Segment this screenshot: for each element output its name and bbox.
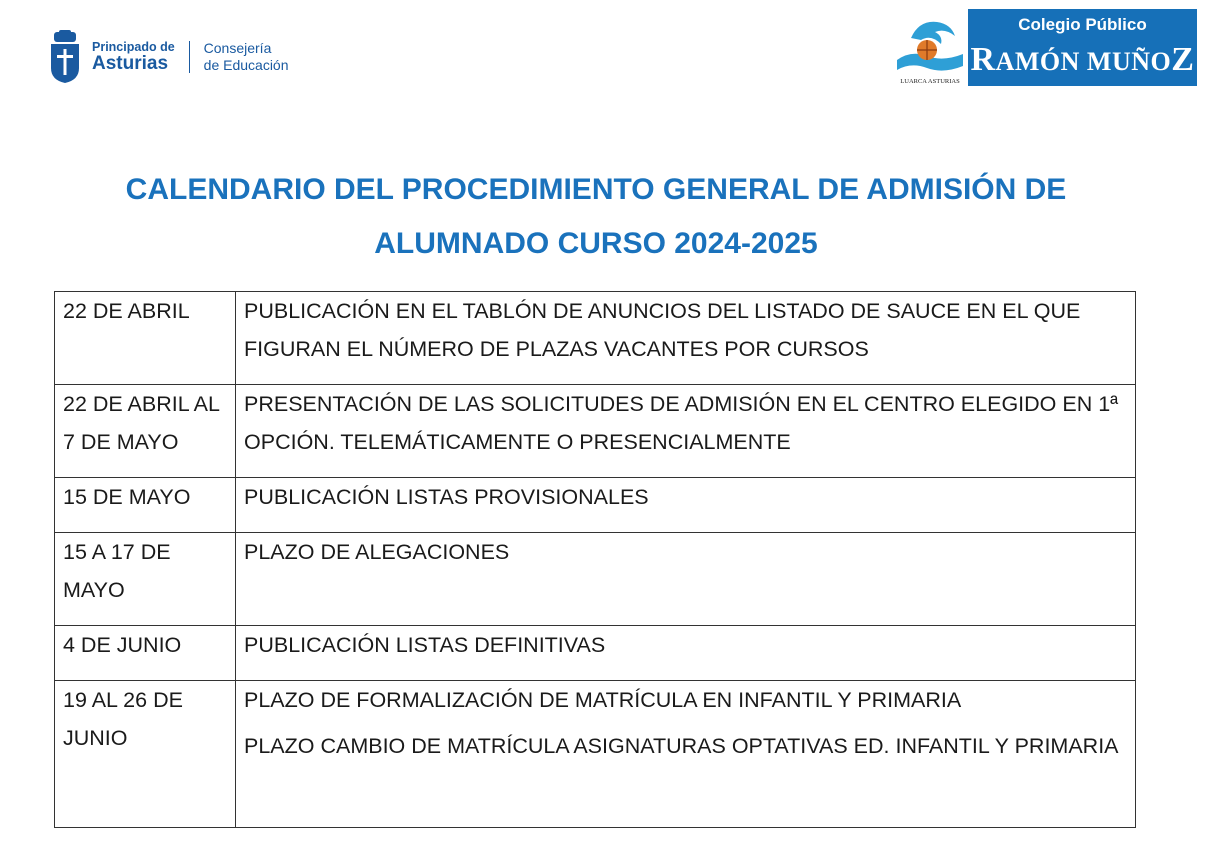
admission-calendar-table: [54, 291, 1136, 828]
table-row: [55, 533, 1136, 626]
gov-line1: Principado de: [92, 39, 175, 54]
description-cell: PRESENTACIÓN DE LAS SOLICITUDES DE ADMISIÓN EN EL CENTRO ELEGIDO EN 1ª OPCIÓN. TELEMÁTICAMENTE O PRESENCIALMENTE: [236, 385, 1136, 478]
asturias-crest-icon: [48, 30, 82, 84]
description-cell: PUBLICACIÓN LISTAS DEFINITIVAS: [236, 626, 1136, 681]
emblem-caption: LUARCA ASTURIAS: [900, 78, 960, 85]
gov-line2: Asturias: [92, 53, 169, 75]
title-line1: CALENDARIO DEL PROCEDIMIENTO GENERAL DE ADMISIÓN DE: [125, 173, 1067, 206]
school-line2: RAMÓN MUÑOZ: [970, 41, 1195, 78]
asturias-logo: [48, 30, 289, 84]
description-cell: [236, 681, 1136, 828]
school-emblem-icon: [891, 16, 969, 86]
date-cell: 22 DE ABRIL AL 7 DE MAYO: [55, 385, 236, 478]
table-row: [55, 681, 1136, 828]
date-cell: 15 DE MAYO: [55, 478, 236, 533]
school-name-box: [968, 9, 1197, 86]
table-row: [55, 478, 1136, 533]
consejeria-line1: Consejería: [203, 40, 272, 56]
description-cell: PLAZO DE ALEGACIONES: [236, 533, 1136, 626]
table-row: [55, 385, 1136, 478]
page-title: [54, 163, 1138, 271]
logo-divider: [189, 41, 190, 73]
school-line1: Colegio Público: [1018, 15, 1147, 34]
date-cell: 4 DE JUNIO: [55, 626, 236, 681]
date-cell: 22 DE ABRIL: [55, 292, 236, 385]
description-cell: PUBLICACIÓN LISTAS PROVISIONALES: [236, 478, 1136, 533]
description-paragraph: PLAZO CAMBIO DE MATRÍCULA ASIGNATURAS OPTATIVAS ED. INFANTIL Y PRIMARIA: [244, 734, 1119, 758]
consejeria-line2: de Educación: [203, 57, 289, 73]
description-paragraph: PLAZO DE FORMALIZACIÓN DE MATRÍCULA EN INFANTIL Y PRIMARIA: [244, 688, 962, 712]
table-row: [55, 292, 1136, 385]
date-cell: 19 AL 26 DE JUNIO: [55, 681, 236, 828]
date-cell: 15 A 17 DE MAYO: [55, 533, 236, 626]
table-row: [55, 626, 1136, 681]
description-cell: PUBLICACIÓN EN EL TABLÓN DE ANUNCIOS DEL LISTADO DE SAUCE EN EL QUE FIGURAN EL NÚMERO DE PLAZAS VACANTES POR CURSOS: [236, 292, 1136, 385]
page-header: [0, 0, 1208, 100]
title-line2: ALUMNADO CURSO 2024-2025: [374, 227, 818, 260]
